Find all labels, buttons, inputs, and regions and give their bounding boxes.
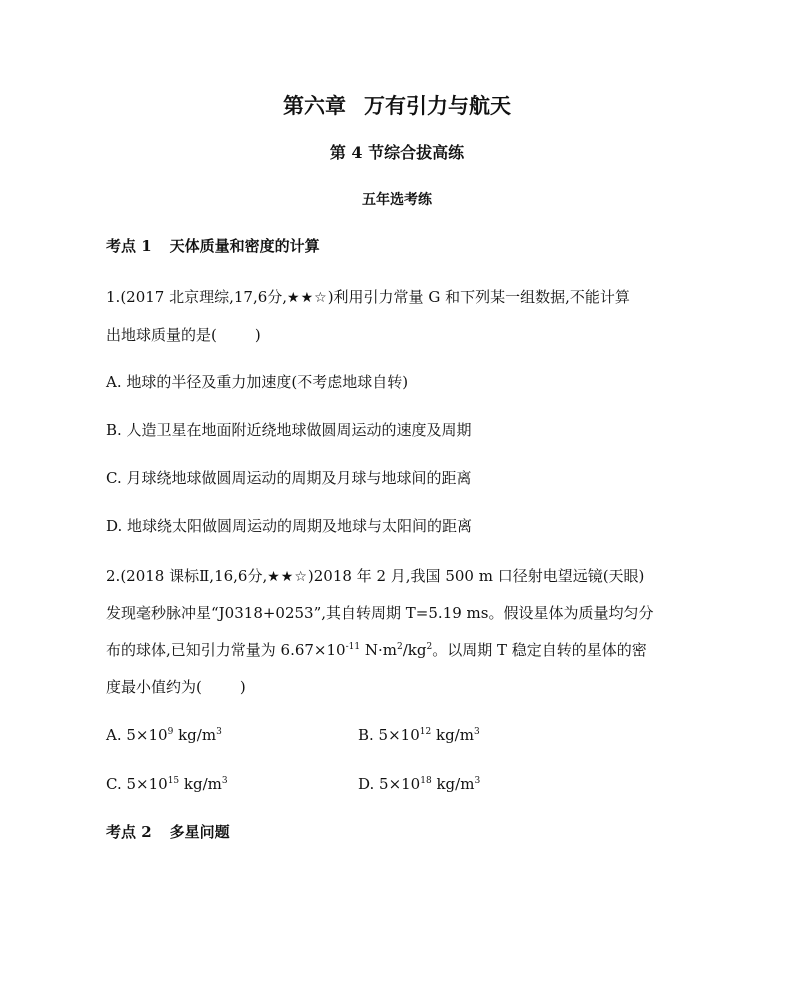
- q2-option-b-unit: kg/m: [431, 726, 474, 744]
- q2-option-b-unit-exp: 3: [473, 727, 480, 737]
- q2-option-a: [106, 725, 222, 745]
- q2-exponent-2: 2: [396, 642, 403, 652]
- q1-stem-line-1: [106, 287, 630, 308]
- kaodian-2-label: 考点 2: [106, 823, 152, 841]
- q1-source: (2017 北京理综,17,6分,: [120, 288, 288, 306]
- q2-option-d-exp: 18: [420, 776, 432, 786]
- q2-stem-line-1: [106, 566, 644, 587]
- q1-paren-close: ): [254, 326, 261, 344]
- q1-stem-line-2: [106, 325, 261, 345]
- q2-option-d-value: D. 5×10: [358, 775, 421, 793]
- kaodian-1-heading: [106, 236, 320, 256]
- q1-option-c: C. 月球绕地球做圆周运动的周期及月球与地球间的距离: [106, 469, 472, 487]
- section-title: 第 4 节综合拔高练: [329, 143, 465, 162]
- q1-option-b: B. 人造卫星在地面附近绕地球做圆周运动的速度及周期: [106, 421, 472, 439]
- q2-stem-text-3d: 。以周期 T 稳定自转的星体的密: [432, 641, 647, 659]
- q2-number: 2.: [106, 567, 121, 585]
- q2-exponent-1: -11: [345, 642, 361, 652]
- chapter-title: 万有引力与航天: [364, 93, 511, 118]
- q2-stem-text-3c: /kg: [402, 641, 427, 659]
- q2-option-d-unit-exp: 3: [474, 776, 481, 786]
- q1-number: 1.: [106, 288, 121, 306]
- q2-source: (2018 课标Ⅱ,16,6分,: [120, 567, 268, 585]
- q2-option-c-exp: 15: [167, 776, 180, 786]
- q1-stem-text-2: 出地球质量的是(: [106, 326, 217, 344]
- q2-option-b: [358, 725, 480, 745]
- kaodian-1-title: 天体质量和密度的计算: [169, 237, 320, 255]
- chapter-number: 第六章: [283, 93, 346, 118]
- q2-option-d-unit: kg/m: [431, 775, 475, 793]
- q1-difficulty-stars: ★★☆: [287, 290, 328, 306]
- q2-stem-text-3b: N·m: [360, 641, 397, 659]
- q2-stem-line-4: [106, 677, 246, 697]
- kaodian-2-title: 多星问题: [169, 823, 230, 841]
- subsection-title: 五年选考练: [362, 192, 432, 208]
- q1-option-a: A. 地球的半径及重力加速度(不考虑地球自转): [106, 373, 409, 391]
- q2-option-a-unit: kg/m: [173, 726, 217, 744]
- q2-stem-text-4: 度最小值约为(: [106, 678, 202, 696]
- q1-option-d: D. 地球绕太阳做圆周运动的周期及地球与太阳间的距离: [106, 517, 473, 535]
- q2-option-b-value: B. 5×10: [358, 726, 420, 744]
- q1-stem-text-1: )利用引力常量 G 和下列某一组数据,不能计算: [327, 288, 630, 306]
- kaodian-2-heading: [106, 822, 230, 842]
- q2-option-a-unit-exp: 3: [216, 727, 222, 737]
- q2-exponent-3: 2: [426, 642, 433, 652]
- q2-difficulty-stars: ★★☆: [267, 569, 308, 585]
- kaodian-1-label: 考点 1: [106, 237, 152, 255]
- q2-option-c-unit: kg/m: [179, 775, 222, 793]
- q2-stem-line-3: [106, 640, 647, 660]
- q2-paren-close: ): [239, 678, 246, 696]
- q2-option-c-value: C. 5×10: [106, 775, 168, 793]
- q2-option-c-unit-exp: 3: [221, 776, 228, 786]
- q2-option-d: [358, 774, 480, 794]
- q2-option-a-value: A. 5×10: [106, 726, 168, 744]
- q2-stem-text-1: )2018 年 2 月,我国 500 m 口径射电望远镜(天眼): [307, 567, 645, 585]
- q2-stem-text-3a: 布的球体,已知引力常量为 6.67×10: [106, 641, 346, 659]
- chapter-heading: [0, 93, 794, 119]
- q2-option-c: [106, 774, 228, 794]
- q2-option-a-exp: 9: [167, 727, 174, 737]
- q2-stem-line-2: 发现毫秒脉冲星“J0318+0253”,其自转周期 T=5.19 ms。假设星体为质量均匀分: [106, 604, 654, 622]
- q2-option-b-exp: 12: [419, 727, 432, 737]
